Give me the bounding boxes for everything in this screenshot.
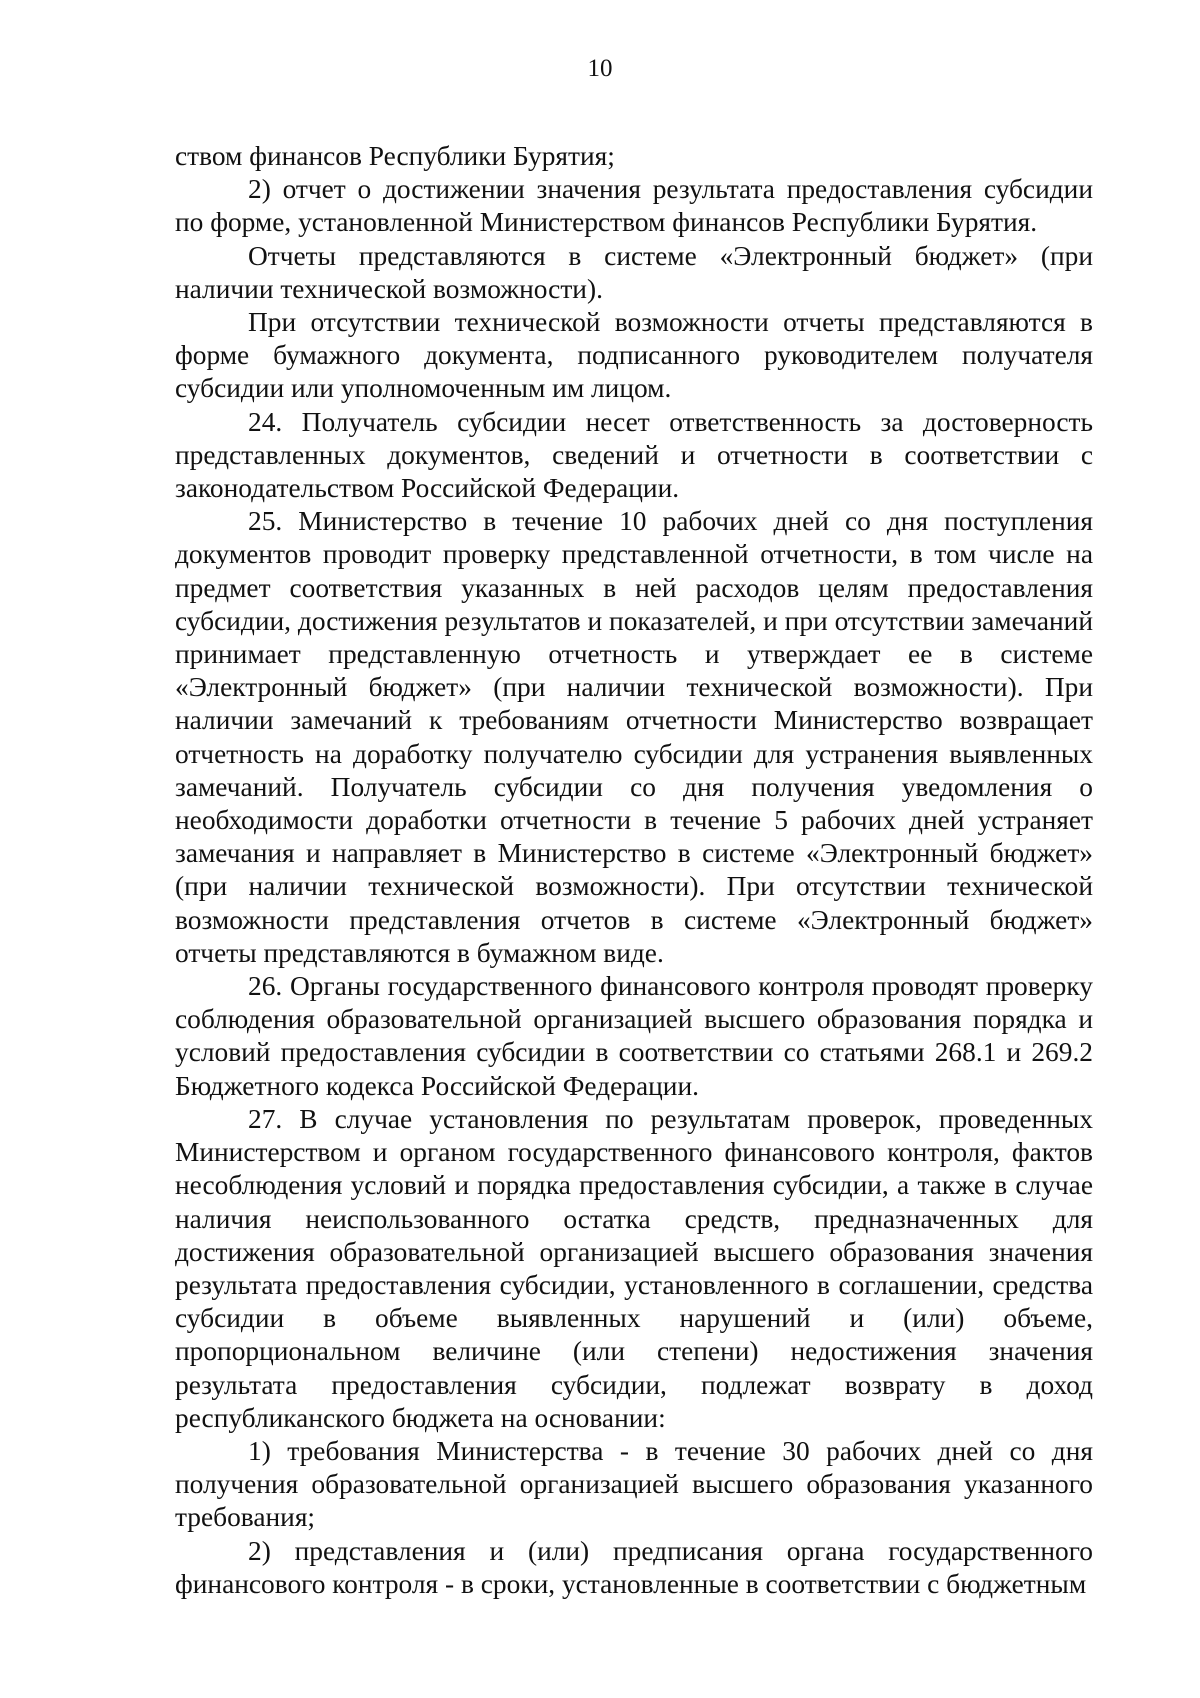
paragraph-report-result: 2) отчет о достижении значения результата предоставления субсидии по форме, установленной Министерством финансов Республики Бурятия. bbox=[175, 174, 1093, 238]
paragraph-item-27-1: 1) требования Министерства - в течение 30 рабочих дней со дня получения образовательной организацией высшего образования указанного требования; bbox=[175, 1435, 1093, 1533]
document-body bbox=[175, 140, 1093, 1601]
paragraph-item-27-2: 2) представления и (или) предписания органа государственного финансового контроля - в сроки, установленные в соответствии с бюджетным bbox=[175, 1535, 1093, 1599]
paragraph-item-24: 24. Получатель субсидии несет ответственность за достоверность представленных документов, сведений и отчетности в соответствии с законодательством Российской Федерации. bbox=[175, 406, 1093, 504]
paragraph-reports-system: Отчеты представляются в системе «Электронный бюджет» (при наличии технической возможности). bbox=[175, 240, 1093, 304]
page-number: 10 bbox=[587, 55, 613, 82]
paragraph-paper-reports: При отсутствии технической возможности отчеты представляются в форме бумажного документа, подписанного руководителем получателя субсидии или уполномоченным им лицом. bbox=[175, 307, 1093, 404]
paragraph-item-25: 25. Министерство в течение 10 рабочих дней со дня поступления документов проводит проверку представленной отчетности, в том числе на предмет соответствия указанных в ней расходов целям предоставления субсидии, достижения результатов и показателей, и при отсутствии замечаний принимает представленную отчетность и утверждает ее в системе «Электронный бюджет» (при наличии технической возможности). При наличии замечаний к требованиям отчетности Министерство возвращает отчетность на доработку получателю субсидии для устранения выявленных замечаний. Получатель субсидии со дня получения уведомления о необходимости доработки отчетности в течение 5 рабочих дней устраняет замечания и направляет в Министерство в системе «Электронный бюджет» (при наличии технической возможности). При отсутствии технической возможности представления отчетов в системе «Электронный бюджет» отчеты представляются в бумажном виде. bbox=[175, 506, 1093, 968]
paragraph-item-27: 27. В случае установления по результатам проверок, проведенных Министерством и органом государственного финансового контроля, фактов несоблюдения условий и порядка предоставления субсидии, а также в случае наличия неиспользованного остатка средств, предназначенных для достижения образовательной организацией высшего образования значения результата предоставления субсидии, установленного в соглашении, средства субсидии в объеме выявленных нарушений и (или) объеме, пропорциональном величине (или степени) недостижения значения результата предоставления субсидии, подлежат возврату в доход республиканского бюджета на основании: bbox=[175, 1103, 1093, 1433]
paragraph-continuation: ством финансов Республики Бурятия; bbox=[175, 141, 615, 171]
paragraph-item-26: 26. Органы государственного финансового контроля проводят проверку соблюдения образовательной организацией высшего образования порядка и условий предоставления субсидии в соответствии со статьями 268.1 и 269.2 Бюджетного кодекса Российской Федерации. bbox=[175, 971, 1093, 1101]
